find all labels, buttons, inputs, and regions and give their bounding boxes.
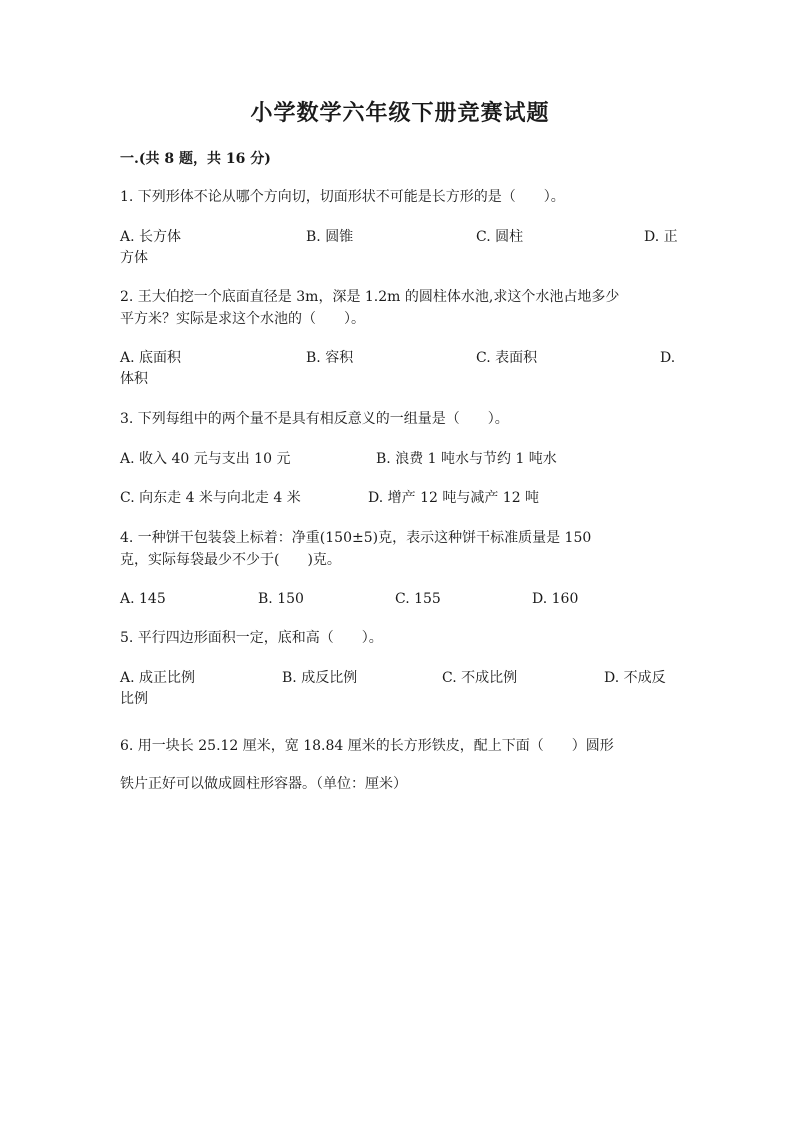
question-3 [120,408,680,430]
question-3-option-d[interactable]: D. 增产 12 吨与减产 12 吨 [368,490,540,506]
question-2-options [120,347,680,369]
question-4-options [120,588,680,610]
question-5-options [120,667,680,689]
question-2 [120,286,680,330]
question-3-options-row-1 [120,448,680,470]
question-4-option-d[interactable]: D. 160 [532,591,579,607]
question-5-text: 5. 平行四边形面积一定，底和高（ ）。 [120,630,383,646]
question-6 [120,727,680,803]
question-2-option-a[interactable]: A. 底面积 [120,350,182,366]
question-1-option-d-wrap: 方体 [120,250,148,266]
question-2-text-line-1: 2. 王大伯挖一个底面直径是 3m，深是 1.2m 的圆柱体水池,求这个水池占地多少 [120,289,620,305]
question-4 [120,527,680,571]
question-2-option-d-wrap: 体积 [120,371,148,387]
question-4-option-a[interactable]: A. 145 [120,591,166,607]
question-1-option-b[interactable]: B. 圆锥 [306,229,354,245]
question-3-text: 3. 下列每组中的两个量不是具有相反意义的一组量是（ ）。 [120,411,509,427]
question-1 [120,186,680,208]
question-5-option-a[interactable]: A. 成正比例 [120,670,196,686]
question-1-text: 1. 下列形体不论从哪个方向切，切面形状不可能是长方形的是（ ）。 [120,189,565,205]
page-title: 小学数学六年级下册竞赛试题 [250,100,550,126]
question-1-options [120,226,680,248]
question-1-option-d[interactable]: D. 正 [644,229,678,245]
question-5-option-d[interactable]: D. 不成反 [604,670,666,686]
question-5 [120,627,680,649]
question-3-options-row-2 [120,487,680,509]
question-5-option-b[interactable]: B. 成反比例 [282,670,358,686]
question-2-option-b[interactable]: B. 容积 [306,350,354,366]
question-3-option-a[interactable]: A. 收入 40 元与支出 10 元 [120,451,291,467]
question-5-option-c[interactable]: C. 不成比例 [442,670,518,686]
question-3-option-c[interactable]: C. 向东走 4 米与向北走 4 米 [120,490,301,506]
question-2-option-d[interactable]: D. [660,350,676,366]
section-heading: 一.(共 8 题，共 16 分) [120,151,271,167]
question-6-text-line-1: 6. 用一块长 25.12 厘米，宽 18.84 厘米的长方形铁皮，配上下面（ ）圆形 [120,738,614,754]
question-5-option-d-wrap: 比例 [120,691,148,707]
question-1-option-c[interactable]: C. 圆柱 [476,229,524,245]
question-2-option-c[interactable]: C. 表面积 [476,350,538,366]
question-4-option-c[interactable]: C. 155 [395,591,441,607]
question-3-option-b[interactable]: B. 浪费 1 吨水与节约 1 吨水 [376,451,557,467]
question-6-text-line-2: 铁片正好可以做成圆柱形容器。（单位：厘米） [120,776,407,792]
question-2-text-line-2: 平方米？实际是求这个水池的（ ）。 [120,311,365,327]
question-4-text-line-1: 4. 一种饼干包装袋上标着：净重(150±5)克，表示这种饼干标准质量是 150 [120,530,592,546]
question-4-text-line-2: 克，实际每袋最少不少于( )克。 [120,552,341,568]
question-1-option-a[interactable]: A. 长方体 [120,229,182,245]
question-4-option-b[interactable]: B. 150 [258,591,304,607]
